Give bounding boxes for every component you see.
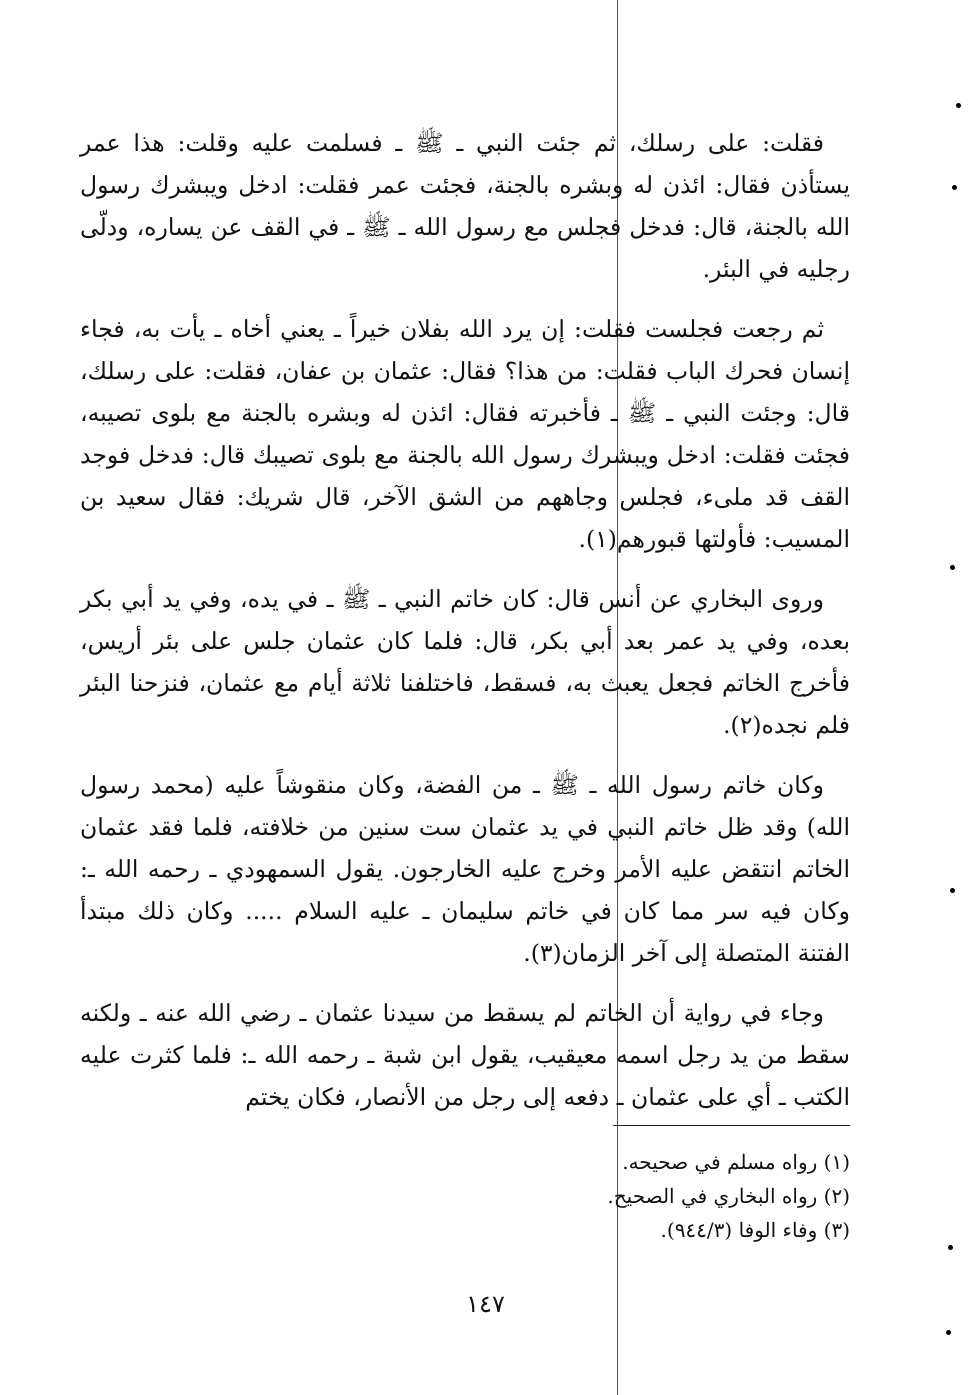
- paragraph-3: وروى البخاري عن أنس قال: كان خاتم النبي ـ ﷺ ـ في يده، وفي يد أبي بكر بعده، وفي يد عمر بعد أبي بكر، قال: فلما كان عثمان جلس على بئر أريس، فأخرج الخاتم فجعل يعبث به، فسقط، فاختلفنا ثلاثة أيام مع عثمان، فنزحنا البئر فلم نجده(٢).: [80, 585, 850, 739]
- page-number: ١٤٧: [466, 1290, 505, 1318]
- footnotes: [500, 1145, 850, 1247]
- margin-dot: [952, 185, 957, 190]
- margin-dot: [946, 1330, 951, 1335]
- paragraph-2: ثم رجعت فجلست فقلت: إن يرد الله بفلان خيراً ـ يعني أخاه ـ يأت به، فجاء إنسان فحرك الباب فقلت: من هذا؟ فقال: عثمان بن عفان، فقلت: على رسلك، قال: وجئت النبي ـ ﷺ ـ فأخبرته فقال: ائذن له وبشره بالجنة مع بلوى تصيبه، فجئت فقلت: ادخل ويبشرك رسول الله بالجنة مع بلوى تصيبك قال: فدخل فوجد القف قد ملىء، فجلس وجاههم من الشق الآخر، قال شريك: فقال سعيد بن المسيب: فأولتها قبورهم(١).: [80, 315, 850, 553]
- paragraph-4: وكان خاتم رسول الله ـ ﷺ ـ من الفضة، وكان منقوشاً عليه (محمد رسول الله) وقد ظل خاتم النبي في يد عثمان ست سنين من خلافته، فلما فقد عثمان الخاتم انتقض عليه الأمر وخرج عليه الخارجون. يقول السمهودي ـ رحمه الله ـ: وكان فيه سر مما كان في خاتم سليمان ـ عليه السلام ..... وكان ذلك مبتدأ الفتنة المتصلة إلى آخر الزمان(٣).: [80, 771, 850, 967]
- margin-dot: [950, 888, 955, 893]
- margin-dot: [950, 565, 955, 570]
- footnote-2: (٢) رواه البخاري في الصحيح.: [607, 1184, 850, 1208]
- main-text: [80, 122, 850, 1136]
- paragraph-1: فقلت: على رسلك، ثم جئت النبي ـ ﷺ ـ فسلمت عليه وقلت: هذا عمر يستأذن فقال: ائذن له وبشره بالجنة، فجئت عمر فقلت: ادخل ويبشرك رسول الله بالجنة، قال: فدخل فجلس مع رسول الله ـ ﷺ ـ في القف عن يساره، ودلّى رجليه في البئر.: [80, 129, 850, 283]
- footnote-3: (٣) وفاء الوفا (٩٤٤/٣).: [660, 1218, 850, 1242]
- footnote-separator: [613, 1125, 850, 1126]
- margin-dot: [948, 1245, 953, 1250]
- margin-dot: [956, 103, 961, 108]
- footnote-1: (١) رواه مسلم في صحيحه.: [622, 1150, 850, 1174]
- paragraph-5: وجاء في رواية أن الخاتم لم يسقط من سيدنا عثمان ـ رضي الله عنه ـ ولكنه سقط من يد رجل اسمه معيقيب، يقول ابن شبة ـ رحمه الله ـ: فلما كثرت عليه الكتب ـ أي على عثمان ـ دفعه إلى رجل من الأنصار، فكان يختم: [80, 999, 850, 1111]
